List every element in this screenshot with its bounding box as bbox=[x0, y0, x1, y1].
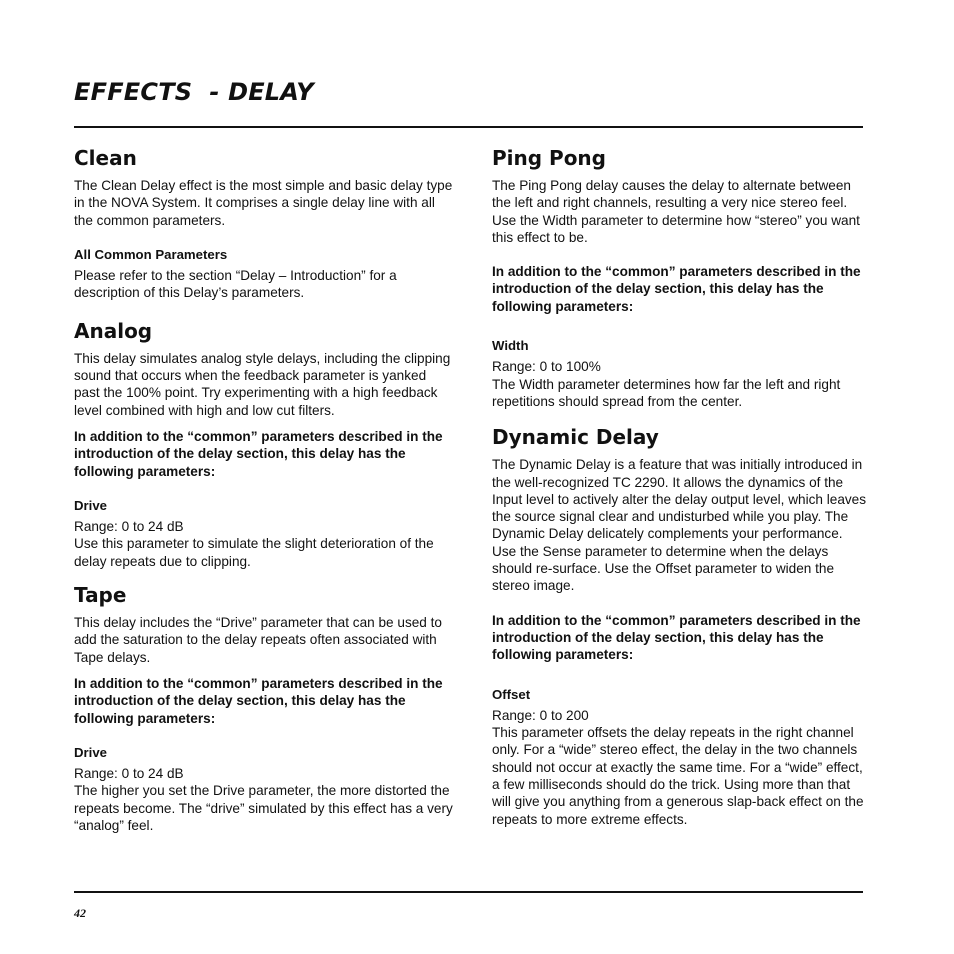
clean-sub-heading: All Common Parameters bbox=[74, 246, 228, 262]
ping-pong-intro: The Ping Pong delay causes the delay to alternate between the left and right channels, resulting a very nice stereo feel. Use the Width parameter to determine how “stereo” you want this effect to be. bbox=[492, 178, 860, 245]
section-ping-pong bbox=[492, 143, 872, 410]
analog-param-range: Range: 0 to 24 dB bbox=[74, 519, 184, 535]
tape-param-text: The higher you set the Drive parameter, the more distorted the repeats become. The “drive” simulated by this effect has a very “analog” feel. bbox=[74, 783, 453, 834]
clean-intro: The Clean Delay effect is the most simple and basic delay type in the NOVA System. It comprises a single delay line with all the common parameters. bbox=[74, 178, 453, 228]
dynamic-delay-common-note: In addition to the “common” parameters described in the introduction of the delay section, this delay has the following parameters: bbox=[492, 612, 861, 663]
ping-pong-param-name: Width bbox=[492, 338, 529, 354]
tape-param-range: Range: 0 to 24 dB bbox=[74, 766, 184, 782]
section-heading-ping-pong: Ping Pong bbox=[492, 146, 606, 170]
tape-intro: This delay includes the “Drive” parameter that can be used to add the saturation to the delay repeats often associated with Tape delays. bbox=[74, 615, 442, 665]
ping-pong-param-text: The Width parameter determines how far the left and right repetitions should spread from the center. bbox=[492, 376, 841, 409]
dynamic-delay-intro: The Dynamic Delay is a feature that was initially introduced in the well-recognized TC 2290. It allows the dynamics of the Input level to actively alter the delay output level, which leaves the source signal clear and undisturbed while you play. The Dynamic Delay delicately complements your performance. bbox=[492, 457, 867, 542]
top-divider bbox=[74, 126, 863, 128]
ping-pong-param-range: Range: 0 to 100% bbox=[492, 359, 601, 375]
section-heading-dynamic-delay: Dynamic Delay bbox=[492, 425, 659, 450]
section-analog bbox=[74, 316, 454, 570]
section-tape bbox=[74, 580, 454, 834]
right-column bbox=[492, 143, 872, 838]
section-heading-clean: Clean bbox=[74, 146, 137, 170]
analog-param-name: Drive bbox=[74, 497, 107, 513]
section-heading-analog: Analog bbox=[74, 318, 153, 343]
analog-intro: This delay simulates analog style delays, including the clipping sound that occurs when the feedback parameter is yanked past the 100% point. Try experimenting with a high feedback level combined with high and low cut filters. bbox=[74, 350, 451, 418]
ping-pong-common-note: In addition to the “common” parameters described in the introduction of the delay section, this delay has the following parameters: bbox=[492, 264, 861, 314]
section-clean bbox=[74, 143, 454, 302]
bottom-divider bbox=[74, 891, 863, 893]
section-heading-tape: Tape bbox=[74, 583, 127, 608]
tape-common-note: In addition to the “common” parameters described in the introduction of the delay section, this delay has the following parameters: bbox=[74, 675, 443, 726]
page-number: 42 bbox=[74, 906, 86, 920]
dynamic-delay-param-text: This parameter offsets the delay repeats in the right channel only. For a “wide” stereo effect, the delay in the two channels should not occur at exactly the same time. For a “wide” effect, a few milliseconds should do the trick. Using more than that will give you anything from a generous slap-back effect on the repeats to more extreme effects. bbox=[492, 725, 864, 827]
dynamic-delay-param-name: Offset bbox=[492, 686, 531, 702]
section-dynamic-delay bbox=[492, 422, 872, 828]
clean-sub-text: Please refer to the section “Delay – Introduction” for a description of this Delay’s parameters. bbox=[74, 268, 397, 301]
tape-param-name: Drive bbox=[74, 744, 107, 760]
left-column bbox=[74, 143, 454, 844]
analog-common-note: In addition to the “common” parameters described in the introduction of the delay section, this delay has the following parameters: bbox=[74, 428, 443, 479]
dynamic-delay-intro2: Use the Sense parameter to determine when the delays should re-surface. Use the Offset parameter to widen the stereo image. bbox=[492, 543, 835, 594]
analog-param-text: Use this parameter to simulate the slight deterioration of the delay repeats due to clipping. bbox=[74, 536, 434, 569]
page-title: EFFECTS - DELAY bbox=[74, 78, 314, 106]
dynamic-delay-param-range: Range: 0 to 200 bbox=[492, 707, 589, 723]
